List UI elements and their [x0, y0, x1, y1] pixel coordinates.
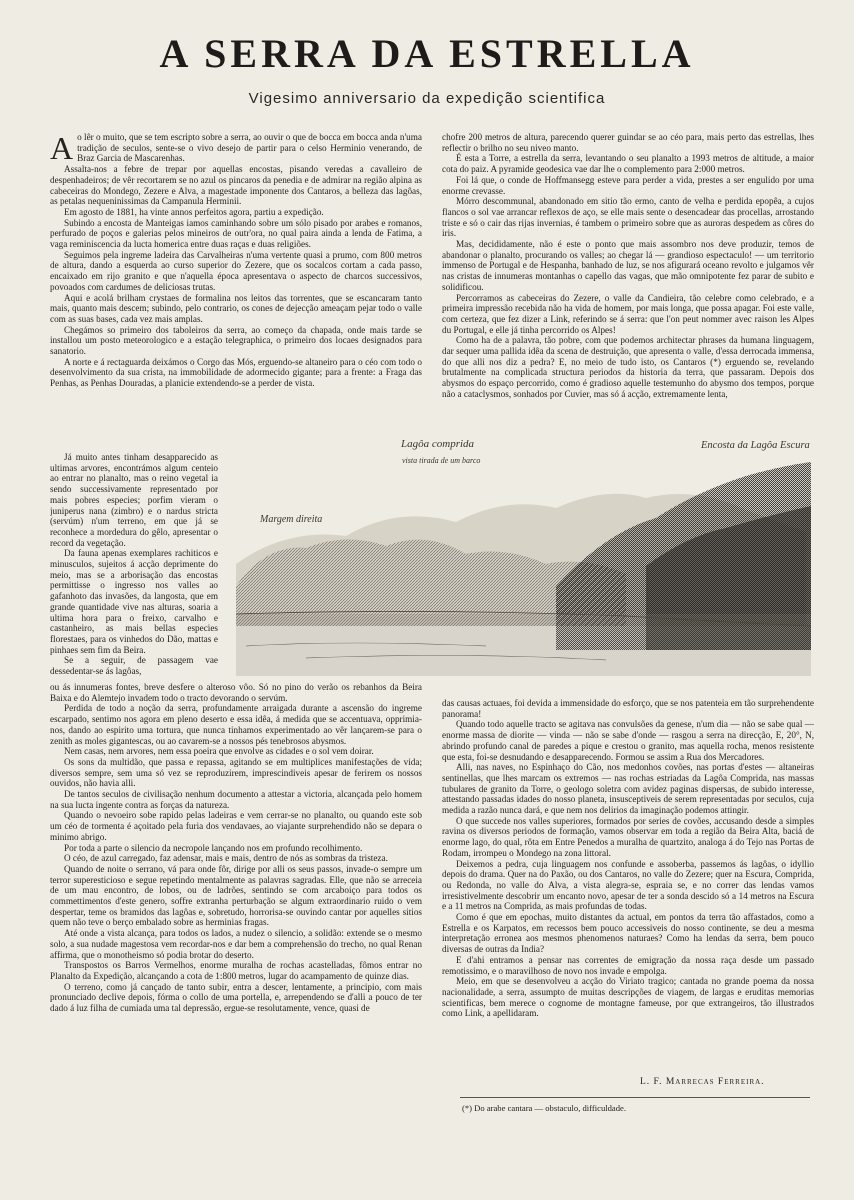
paragraph: Subindo a encosta de Manteigas iamos caminhando sobre um sólo pisado por arabes e romanos, perfurado de poços e galerias pelos mineiros de outr'ora, no qual paira ainda a lenda de Fatima, a vaga reminiscencia da lucta homerica entre duas raças e duas religiões.	[50, 217, 422, 250]
paragraph: Mas, decididamente, não é este o ponto que mais assombro nos deve produzir, temos de abandonar o planalto, procurando os valles; ao chegar lá — grandioso espectaculo! — um territorio immenso de Portugal e de Hespanha, banhado de luz, se nos afigurará oceano revolto e julgamos vêr nas cristas de innumeras montanhas o capello das vagas, que mão omnipotente fez parar de subito e solidificou.	[442, 239, 814, 292]
paragraph: Como ha de a palavra, tão pobre, com que podemos architectar phrases da humana linguagem, dar sequer uma pallida idêa da scena de destruição, que apresenta o valle, d'essa derrocada immensa, do que alli nos diz a pedra? E, no meio de tudo isto, os Cantaros (*) erguendo se, revelando brutalmente na complicada structura periodos da historia da terra, que passaram. Depois dos abysmos do espaço percorrido, como é gradioso aquelle testemunho do abysmo dos tempos, porque não a cataclysmos, sonhados por Cuvier, mas só á acção, extremamente lenta,	[442, 335, 814, 399]
drop-cap: A	[50, 132, 74, 166]
paragraph: O céo, de azul carregado, faz adensar, mais e mais, dentro de nós as sombras da tristeza.	[64, 853, 388, 864]
figure-caption: vista tirada de um barco	[402, 456, 481, 465]
article-column-left-bottom	[50, 682, 422, 1092]
paragraph: E d'ahi entramos a pensar nas correntes de emigração da nossa raça desde um passado remotissimo, e o maravilhoso de novo nos invade e empolga.	[442, 954, 814, 976]
paragraph: Percorramos as cabeceiras do Zezere, o valle da Candieira, tão celebre como celebrado, e a primeira impressão recebida não ha vida de homem, por mais longa, que possa apagar. Foi este valle, com certeza, que fez dizer a Link, referindo se á serra: que l'on peut nommer avec raison les Alpes du Portugal, e elle já tinha percorrido os Alpes!	[442, 292, 814, 335]
page-title: A SERRA DA ESTRELLA	[159, 31, 695, 76]
paragraph: ou ás innumeras fontes, breve desfere o alteroso vôo. Só no pino do verão os rebanhos da Beira Baixa e do Alemtejo invadem todo o tracto devorando o servúm.	[50, 682, 422, 703]
paragraph: Se a seguir, de passagem vae dessedentar-se ás lagôas,	[50, 655, 218, 677]
paragraph: Os sons da multidão, que passa e repassa, agitando se em multiplices manifestações de vida; diversos sempre, sem uma só vez se reproduzirem, imprescindiveis apesar de ferirem os nossos ouvidos, não havia alli.	[50, 756, 422, 789]
engraving-lagoa-comprida	[226, 436, 814, 688]
paragraph: Em agosto de 1881, ha vinte annos perfeitos agora, partiu a expedição.	[64, 206, 324, 217]
paragraph: O que succede nos valles superiores, formados por series de covões, accusando desde a simples ravina os diversos periodos de formação, vamos observar em toda a região da Beira Alta, baciá de enorme lago, do qual, rôta em Entre Penedos a muralha de quartzito, analoga á do Tejo nas Portas de Rodam, irrompeu o Mondego na zona littoral.	[442, 815, 814, 858]
paragraph: Chegámos so primeiro dos taboleiros da serra, ao começo da chapada, onde mais tarde se installou um posto meteorologico e a estação telegraphica, o primeiro dos locaes designados para sanatorio.	[50, 324, 422, 357]
paragraph: Por toda a parte o silencio da necropole lançando nos em profundo recolhimento.	[64, 842, 363, 853]
paragraph: Meio, em que se desenvolveu a acção do Viriato tragico; cantada no grande poema da nossa nacionalidade, a serra, assumpto de muitas descripções de viagem, de largas e eruditas memorias scientificas, bem merece o cognome de montagne fameuse, por que extrangeiros, tão illustrados como Link, a apellidaram.	[442, 976, 814, 1019]
author-signature: L. F. Marrecas Ferreira.	[640, 1077, 765, 1087]
paragraph: Nem casas, nem arvores, nem essa poeira que envolve as cidades e o sol vem doirar.	[64, 746, 374, 757]
paragraph: Quando todo aquelle tracto se agitava nas convulsões da genese, n'um dia — não se sabe qual — enorme massa de diorite — vinda — não se sabe d'onde — rasgou a serra na direcção, E, 20°, N, abrindo profundo canal de paredes a pique e crestou o granito, mas aquella rocha, menos resistente que esta, foi-se desnudando e desapparecendo. Formou se assim a Rua dos Mercadores.	[442, 719, 814, 762]
footnote: (*) Do arabe cantara — obstaculo, difficuldade.	[462, 1103, 627, 1113]
article-column-right-bottom	[442, 698, 814, 1083]
paragraph: chofre 200 metros de altura, parecendo querer guindar se ao céo para, mais perto das estrellas, lhes reflectir o brilho no seu niveo manto.	[442, 132, 814, 153]
paragraph: Já muito antes tinham desapparecido as ultimas arvores, encontrámos algum centeio ao entrar no planalto, mas o reino vegetal ia sendo successivamente representado por mais pobres especies; porfim vieram o juniperus nana (zimbro) e o nardus stricta (servúm) n'um terreno, em que já se reconhece a mordedura do gêlo, apresentar o record da vegetação.	[50, 452, 218, 548]
figure-label-lagoa: Lagôa comprida	[401, 438, 475, 450]
paragraph: Quando o nevoeiro sobe rapido pelas ladeiras e vem cerrar-se no planalto, ou quando este sob um céo de tormenta é açoitado pela furia dos vendavaes, ao viajante surprehendido não se depara o minimo abrigo.	[50, 810, 422, 842]
paragraph	[50, 132, 422, 164]
paragraph-text: o lêr o muito, que se tem escripto sobre a serra, ao ouvir o que de bocca em bocca anda n'uma tradição de seculos, sente-se o vivo desejo de partir para o celso Herminio venerando, de Braz Garcia de Mascarenhas.	[77, 132, 422, 164]
paragraph: Assalta-nos a febre de trepar por aquellas encostas, pisando veredas a cavalleiro de despenhadeiros; de vêr recortarem se no azul os pincaros da penedia e de admirar na região alpina as cabeceiras do Mondego, Zezere e Alva, a magestade imponente dos Cantaros, a belleza das lagôas, as petalas nequeninissimas da Campanula Herminii.	[50, 164, 422, 207]
footnote-divider	[460, 1097, 810, 1098]
paragraph: Alli, nas naves, no Espinhaço do Cão, nos medonhos covões, nas portas d'estes — altaneiras sentinellas, que lhes marcam os extremos — nas rochas estriadas da Lagôa Comprida, nas massas tubulares de granito da Torre, o geologo soletra com avidez paginas dispersas, de subido interesse, attestando passadas idades do nosso planeta, insusceptiveis de serem representadas por seculos, cuja medida a razão nunca dará, e que nem nos delirios da imaginação podemos attingir.	[442, 762, 814, 816]
paragraph: Foi lá que, o conde de Hoffmansegg esteve para perder a vida, prestes a ser engulido por uma enorme crevasse.	[442, 174, 814, 196]
paragraph: das causas actuaes, foi devida a immensidade do esforço, que se nos patenteia em tão surprehendente panorama!	[442, 698, 814, 719]
article-column-left-top	[50, 132, 422, 451]
figure-label-margem: Margem direita	[260, 514, 323, 525]
article-column-right-top	[442, 132, 814, 427]
paragraph: Transpostos os Barros Vermelhos, enorme muralha de rochas acastelladas, fômos entrar no Planalto da Expedição, alcançando a cota de 1:800 metros, lugar do acampamento de quinze dias.	[50, 960, 422, 981]
article-column-left-narrow	[50, 452, 218, 682]
paragraph: Perdida de todo a noção da serra, profundamente arraigada durante a ascensão do ingreme escarpado, sentimo nos agora em pleno deserto e essa idêa, á medida que se accentuava, opprimia-nos, dando ao espirito uma tortura, que nunca tinhamos experimentado ao vêr lançarem-se para o zenith as moles gigantescas, ou ao cavarem-se a nossos pés tenebrosos abysmos.	[50, 703, 422, 746]
paragraph: A norte e á rectaguarda deixámos o Corgo das Mós, erguendo-se altaneiro para o céo com todo o desenvolvimento da sua crista, na immobilidade de adormecido gigante; para a frente: a Fraga das Penhas, as Penhas Douradas, a planicie extendendo-se a perder de vista.	[50, 356, 422, 389]
paragraph: De tantos seculos de civilisação nenhum documento a attestar a victoria, alcançada pelo homem na sua lucta ingente contra as forças da natureza.	[50, 789, 422, 810]
paragraph: O terreno, como já cançado de tanto subir, entra a descer, lentamente, a principio, com mais pronunciado declive depois, fórma o collo de uma portella, e, arrependendo se d'alli a pouco de ter dado á luz filha de cumiada uma tal depressão, ergue-se resolutamente, vence, quasi de	[50, 981, 422, 1014]
paragraph: Até onde a vista alcança, para todos os lados, a nudez o silencio, a solidão: extende se o mesmo solo, a sua nudade magestosa vem recordar-nos e dar bem a comprehensão do trecho, no qual Renan affirma, que o monotheismo só podia brotar do deserto.	[50, 928, 422, 960]
paragraph: Aqui e acolá brilham crystaes de formalina nos leitos das torrentes, que se escancaram tanto mais, quanto mais descem; subindo, pelo contrario, os cones de dejecção ameaçam pejar todo o valle com as suas bases, cada vez mais amplas.	[50, 292, 422, 324]
page-subtitle: Vigesimo anniversario da expedição scientifica	[248, 90, 606, 107]
paragraph: Como é que em epochas, muito distantes da actual, em pontos da terra tão affastados, como a Estrella e os Karpatos, em recessos bem pouco accessiveis do nosso continente, se deu a mesma interpretação erronea aos mesmos phenomenos naturaes? Como ha lendas da serra, bem pouco diversas de outras da India?	[442, 912, 814, 955]
landscape-illustration	[226, 436, 814, 688]
paragraph: Mórro descommunal, abandonado em sitio tão ermo, canto de velha e perdida epopêa, a cujos flancos o sol vae arrancar reflexos de aço, se elle mais sente o desencadear das procellas, arrostando triste e só o cair das rijas invernias, é tambem o primeiro sobre que as auroras despedem as côres do iris.	[442, 196, 814, 239]
paragraph: É esta a Torre, a estrella da serra, levantando o seu planalto a 1993 metros de altitude, a maior cota do paiz. A pyramide geodesica vae dar lhe o complemento para 2:000 metros.	[442, 153, 814, 175]
paragraph: Quando de noite o serrano, vá para onde fôr, dirige por alli os seus passos, invade-o sempre um terror superesticioso e segue repetindo mentalmente as palavras sagradas. Elle, que não se arreceia de um mau encontro, de lobos, ou de ladrões, sentindo se com arcaboiço para todos os commettimentos d'este genero, soffre extranha perturbação se algum extraordinario ruido o vem despertar, teme os bramidos das lagôas e, sobretudo, horrorisa-se ouvindo cantar por aquelles sitios quem não teve o berço embalado sobre as herminias fragas.	[50, 863, 422, 928]
paragraph: Seguimos pela ingreme ladeira das Carvalheiras n'uma vertente quasi a prumo, com 800 metros de altura, dando a esquerda ao curso superior do Zezere, que os socalcos cortam a cada passo, encaixado em rijo granito e que n'aquella época apresentava o aspecto de charcos successivos, povoados com cardumes de deliciosas trutas.	[50, 249, 422, 292]
paragraph: Deixemos a pedra, cuja linguagem nos confunde e assoberba, passemos ás lagôas, o idyllio depois do drama. Quer na do Paxão, ou dos Cantaros, no valle do Zezere; quer na Escura, Comprida, ou Redonda, no valle do Alva, a vista alegra-se, espraia se, e no correr das lendas vamos irresistivelmente descobrir um encanto novo, apesar de ter a sonda descido só a 14 metros na Escura e a 11 metros na Comprida, as mais profundas de todas.	[442, 858, 814, 912]
figure-label-encosta: Encosta da Lagôa Escura	[701, 440, 810, 451]
paragraph: Da fauna apenas exemplares rachiticos e minusculos, sujeitos á acção deprimente do meio, mas se a arborisação das encostas permittisse o ingresso nos valles ao gafanhoto das invasões, da langosta, que em grande quantidade vive nas alturas, soaria a ultima hora para o freixo, carvalho e castanheiro, as mais bellas especies florestaes, para os vinhedos do Dão, mattas e pinhaes sem fim da Beira.	[50, 548, 218, 655]
